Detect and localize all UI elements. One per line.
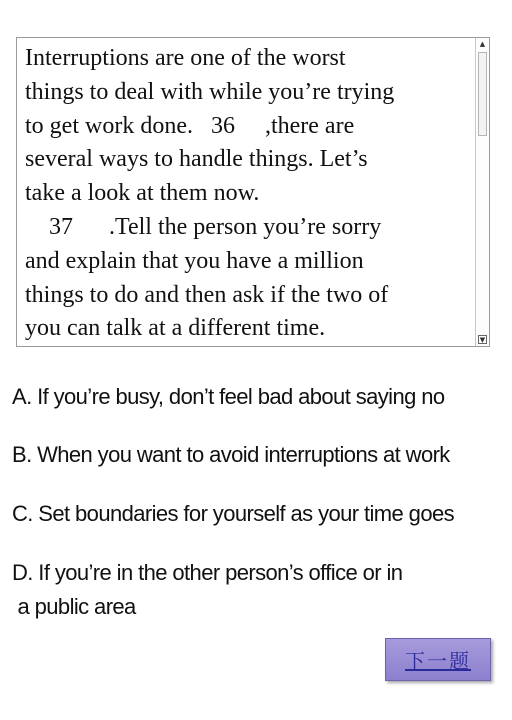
option-b[interactable]: B. When you want to avoid interruptions at work [12, 442, 450, 467]
option-d[interactable] [12, 556, 500, 624]
passage-line: things to deal with while you’re trying [25, 78, 395, 105]
scrollbar-thumb[interactable] [478, 52, 487, 136]
passage-line: Interruptions are one of the worst [25, 45, 346, 71]
option-c[interactable]: C. Set boundaries for yourself as your time goes [12, 501, 454, 526]
passage-scrollbar[interactable] [475, 38, 489, 346]
option-d-line: D. If you’re in the other person’s office or in [12, 560, 403, 585]
passage-line: 37 .Tell the person you’re sorry [25, 213, 382, 240]
option-d-line: a public area [12, 594, 136, 619]
passage-text [25, 42, 473, 346]
scroll-down-icon[interactable]: ▼ [479, 336, 486, 344]
passage-textbox[interactable] [16, 37, 490, 347]
passage-line: things to do and then ask if the two of [25, 281, 389, 308]
scroll-up-icon[interactable]: ▲ [479, 40, 486, 48]
passage-line: take a look at them now. [25, 180, 260, 207]
passage-line: several ways to handle things. Let’s [25, 146, 368, 173]
passage-line: you can talk at a different time. [25, 315, 326, 342]
option-a[interactable]: A. If you’re busy, don’t feel bad about saying no [12, 384, 445, 409]
passage-line: and explain that you have a million [25, 247, 364, 274]
next-question-button[interactable] [385, 638, 491, 681]
next-question-label: 下一题 [405, 649, 471, 673]
passage-line: to get work done. 36 ,there are [25, 112, 355, 139]
